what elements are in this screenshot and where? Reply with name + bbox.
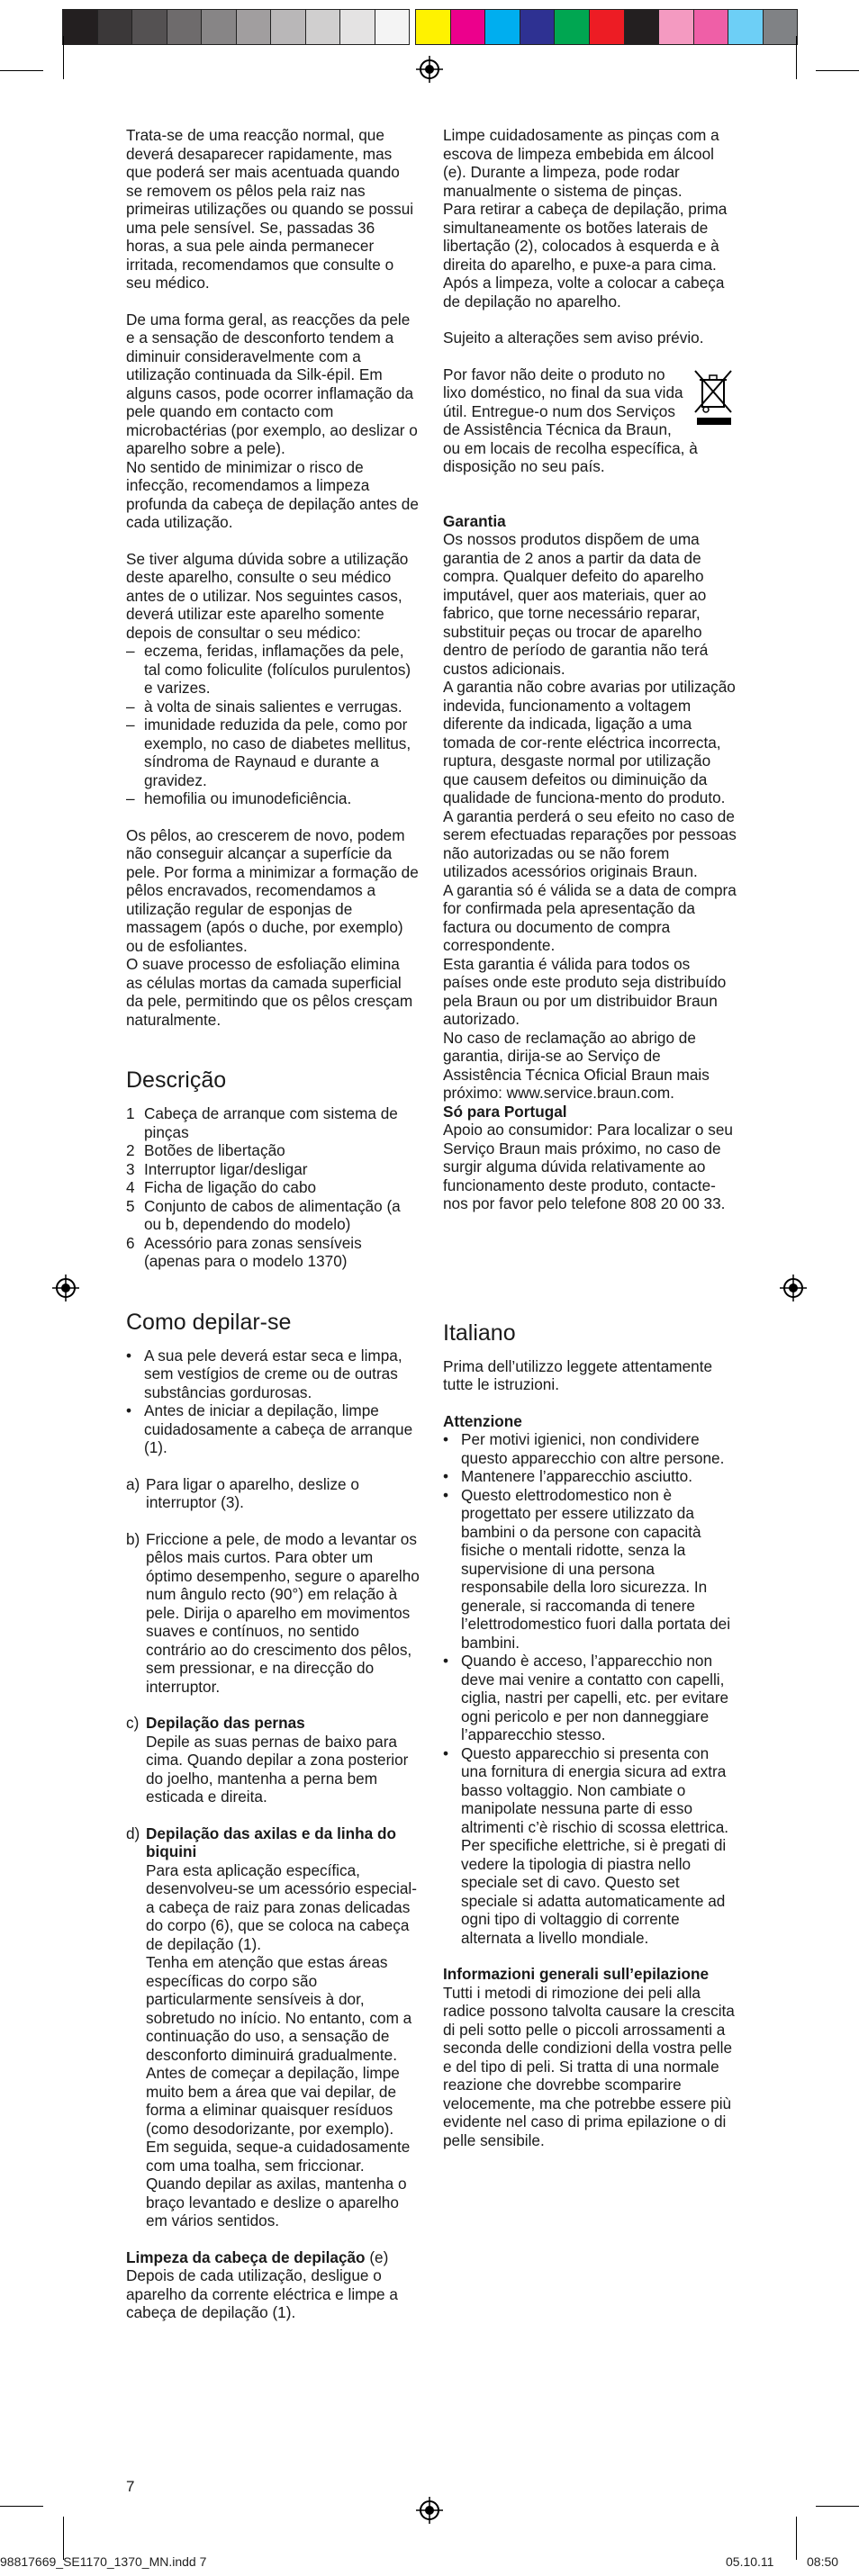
preparation-list [126, 1347, 420, 1457]
list-item: • A sua pele deverá estar seca e limpa, sem vestígios de creme ou de outras substâncias gordurosas. [126, 1347, 420, 1402]
registration-mark-top [416, 56, 443, 83]
step-text: Para esta aplicação específica, desenvolveu-se um acessório especial-a cabeça de raiz para zonas delicadas do corpo (6), que se coloca na cabeça de depilação (1). [146, 1860, 417, 1953]
crop-mark [816, 70, 859, 71]
paragraph: A garantia só é válida se a data de compra for confirmada pela apresentação da factura ou documento de compra correspondente. [443, 880, 737, 954]
registration-mark-bottom [416, 2497, 443, 2524]
list-item: – hemofilia ou imunodeficiência. [126, 789, 420, 808]
paragraph: Para retirar a cabeça de depilação, prima simultaneamente os botões laterais de libertação (2), colocados à esquerda e à direita do aparelho, e puxe-a para cima. Após a limpeza, volte a colocar a cabeça de depilação no aparelho. [443, 200, 728, 311]
step-label: d) [126, 1824, 140, 1842]
color-swatch [554, 9, 590, 45]
color-swatch [62, 9, 98, 45]
step-text: Quando depilar as axilas, mantenha o braço levantado e deslize o aparelho em vários sentidos. [146, 2175, 407, 2229]
step-b [126, 1530, 420, 1697]
section-heading-depilar: Como depilar-se [126, 1309, 292, 1335]
crop-mark [63, 2517, 64, 2560]
paragraph: Os nossos produtos dispõem de uma garantia de 2 anos a partir da data de compra. Qualquer defeito do aparelho imputável, quer aos materiais, quer ao fabrico, que torne necessário reparar, substituir peças ou trocar de aparelho dentro de período de garantia não terá custos adicionais. [443, 530, 709, 678]
color-swatch [728, 9, 764, 45]
paragraph: De uma forma geral, as reacções da pele e a sensação de desconforto tendem a diminuir consideravelmente com a utilização continuada da Silk-épil. Em alguns casos, pode ocorrer inflamação da pele quando em contacto com microbactérias (por exemplo, ao deslizar o aparelho sobre a pele). [126, 310, 418, 457]
subheading-suffix: (e) [365, 2247, 389, 2266]
section-heading-descricao: Descrição [126, 1067, 227, 1093]
step-label: c) [126, 1714, 140, 1732]
color-swatch [658, 9, 694, 45]
paragraph: No sentido de minimizar o risco de infecção, recomendamos a limpeza profunda da cabeça de depilação antes de cada utilização. [126, 457, 419, 531]
item-number: 1 [126, 1104, 135, 1122]
paragraph: Apoio ao consumidor: Para localizar o seu Serviço Braun mais próximo, no caso de surgir alguma dúvida relativamente ao funcionamento deste produto, contacte-nos por favor pelo telefone 808 20 00 33. [443, 1121, 733, 1212]
color-swatch [131, 9, 167, 45]
list-item: • Per motivi igienici, non condividere questo apparecchio con altre persone. [443, 1430, 737, 1467]
list-item: – eczema, feridas, inflamações da pele, tal como foliculite (folículos purulentos) e varizes. [126, 642, 420, 698]
step-text: Antes de começar a depilação, limpe muito bem a área que vai depilar, de forma a eliminar quaisquer resíduos (como desodorizante, por exemplo). Em seguida, seque-a cuidadosamente com uma toalha, sem friccionar. [146, 2064, 411, 2175]
step-text: Depile as suas pernas de baixo para cima. Quando depilar a zona posterior do joelho, mantenha a perna bem esticada e direita. [146, 1732, 409, 1806]
item-text: Conjunto de cabos de alimentação (a ou b, dependendo do modelo) [144, 1196, 401, 1233]
step-text: Tenha em atenção que estas áreas específicas do corpo são particularmente sensíveis à dor, sobretudo no início. No entanto, com a continuação do uso, a sensação de desconforto diminuirá gradualmente. [146, 1953, 412, 2064]
color-swatch [236, 9, 272, 45]
step-label: a) [126, 1474, 140, 1493]
conditions-list [126, 642, 420, 808]
left-column [126, 126, 420, 2340]
paragraph: Trata-se de uma reacção normal, que deverá desaparecer rapidamente, mas que poderá ser mais acentuada quando se removem os pêlos pela raiz nas primeiras utilizações ou quando se possui uma pele sensível. Se, passadas 36 horas, a sua pele ainda permanecer irritada, recomendamos que consulte o seu médico. [126, 126, 414, 292]
paragraph: Os pêlos, ao crescerem de novo, podem não conseguir alcançar a superfície da pele. Por forma a minimizar a formação de pêlos encravados, recomendamos a utilização regular de esponjas de massagem (após o duche, por exemplo) ou de esfoliantes. [126, 825, 419, 955]
list-item [126, 1160, 420, 1179]
description-list [126, 1104, 420, 1271]
crossed-out-bin-icon [692, 367, 737, 427]
list-item [126, 1197, 420, 1234]
list-item [126, 1178, 420, 1197]
list-item: • Antes de iniciar a depilação, limpe cuidadosamente a cabeça de arranque (1). [126, 1401, 420, 1457]
list-item: – imunidade reduzida da pele, como por exemplo, no caso de diabetes mellitus, síndroma de Raynaud e durante a gravidez. [126, 716, 420, 789]
registration-mark-right [780, 1274, 807, 1302]
paragraph: No caso de reclamação ao abrigo de garantia, dirija-se ao Serviço de Assistência Técnica Oficial Braun mais próximo: www.service.braun.com. [443, 1028, 710, 1102]
list-item: • Quando è acceso, l’apparecchio non deve mai venire a contatto con capelli, ciglia, nastri per capelli, etc. per evitare ogni pericolo e per non danneggiare l’apparecchio stesso. [443, 1652, 737, 1744]
crop-mark [0, 2506, 43, 2507]
paragraph: Prima dell’utilizzo leggete attentamente tutte le istruzioni. [443, 1356, 713, 1393]
color-swatch [305, 9, 341, 45]
step-d [126, 1824, 420, 2230]
item-text: Acessório para zonas sensíveis (apenas para o modelo 1370) [144, 1233, 362, 1270]
item-number: 6 [126, 1233, 135, 1252]
section-heading-italiano: Italiano [443, 1320, 516, 1346]
subheading-attenzione: Attenzione [443, 1411, 522, 1430]
crop-mark [63, 36, 64, 79]
footer-time: 08:50 [807, 2554, 839, 2569]
list-item: – à volta de sinais salientes e verrugas. [126, 698, 420, 716]
item-text: Ficha de ligação do cabo [144, 1178, 317, 1196]
crop-mark [796, 2517, 797, 2560]
step-title: Depilação das pernas [146, 1714, 305, 1732]
item-text: Interruptor ligar/desligar [144, 1159, 308, 1178]
steps-list [126, 1475, 420, 2230]
subheading: Limpeza da cabeça de depilação [126, 2247, 366, 2266]
color-swatch [763, 9, 799, 45]
disposal-paragraph [443, 365, 737, 476]
paragraph: Se tiver alguma dúvida sobre a utilização deste aparelho, consulte o seu médico antes de o utilizar. Nos seguintes casos, deverá utilizar este aparelho somente depois de consultar o seu médico: [126, 549, 409, 642]
paragraph: Esta garantia é válida para todos os países onde este produto seja distribuído pela Braun ou por um distribuidor Braun autorizado. [443, 954, 727, 1028]
step-a [126, 1475, 420, 1512]
item-text: Botões de libertação [144, 1141, 285, 1159]
page-number: 7 [126, 2478, 135, 2495]
color-calibration-bar [63, 9, 798, 45]
crop-mark [816, 2506, 859, 2507]
step-c [126, 1714, 420, 1806]
color-swatch [167, 9, 203, 45]
footer-date: 05.10.11 [726, 2554, 774, 2569]
attenzione-list [443, 1430, 737, 1947]
list-item [126, 1104, 420, 1141]
paragraph-limpeza [126, 2248, 420, 2322]
paragraph: A garantia perderá o seu efeito no caso de serem efectuadas reparações por pessoas não autorizadas ou se não forem utilizados acessórios originais Braun. [443, 806, 737, 880]
paragraph: Sujeito a alterações sem aviso prévio. [443, 329, 704, 347]
color-swatch [484, 9, 520, 45]
paragraph: A garantia não cobre avarias por utilização indevida, funcionamento a voltagem diferente da indicada, ligação a uma tomada de cor-rente eléctrica incorrecta, ruptura, desgaste normal por utilização que causem defeitos ou diminuição da qualidade de funciona-mento do produto. [443, 678, 736, 806]
color-swatch [201, 9, 237, 45]
subheading-informazioni: Informazioni generali sull’epilazione [443, 1965, 710, 1983]
color-swatch [375, 9, 411, 45]
color-swatch [97, 9, 133, 45]
step-text: Para ligar o aparelho, deslize o interruptor (3). [146, 1474, 359, 1511]
crop-mark [796, 36, 797, 79]
color-swatch [415, 9, 451, 45]
paragraph: Limpe cuidadosamente as pinças com a escova de limpeza embebida em álcool (e). Durante a limpeza, pode rodar manualmente o sistema de pinças. [443, 126, 719, 200]
list-item: • Questo apparecchio si presenta con una fornitura di energia sicura ad extra basso voltaggio. Non cambiate o manipolate nessuna parte di esso altrimenti c’è rischio di scossa elettrica. Per specifiche elettriche, si è pregati di vedere la tipologia di piastra nello speciale set di cavo. Questo set speciale si adatta automaticamente ad ogni tipo di voltaggio di corrente alternata a livello mondiale. [443, 1744, 737, 1948]
list-item [126, 1141, 420, 1160]
subheading-garantia: Garantia [443, 511, 506, 530]
crop-mark [0, 70, 43, 71]
step-text: Friccione a pele, de modo a levantar os pêlos mais curtos. Para obter um óptimo desempenho, segure o aparelho num ângulo recto (90°) em relação à pele. Dirija o aparelho em movimentos suaves e contínuos, no sentido contrário ao do crescimento dos pêlos, sem pressionar, e na direcção do interruptor. [146, 1529, 420, 1696]
color-swatch [450, 9, 486, 45]
paragraph: O suave processo de esfoliação elimina as células mortas da camada superficial da pele, permitindo que os pêlos cresçam naturalmente. [126, 955, 413, 1029]
list-item: • Questo elettrodomestico non è progettato per essere utilizzato da bambini o da persone con capacità fisiche o mentali ridotte, senza la supervisione di una persona responsabile della loro sicurezza. In generale, si raccomanda di tenere l’elettrodomestico fuori dalla portata dei bambini. [443, 1486, 737, 1653]
paragraph-text: Por favor não deite o produto no lixo doméstico, no final da sua vida útil. Entregue-o num dos Serviços de Assistência Técnica da Braun, ou em locais de recolha específica, à disposição no seu país. [443, 365, 698, 475]
paragraph: Tutti i metodi di rimozione dei peli alla radice possono talvolta causare la crescita di peli sotto pelle o piccoli arrossamenti a seconda delle condizioni della vostra pelle e del tipo di peli. Si tratta di una normale reazione che dovrebbe scomparire velocemente, ma che potrebbe essere più evidente nel caso di prima epilazione o di pelle sensibile. [443, 1983, 735, 2149]
color-swatch [589, 9, 625, 45]
color-swatch [624, 9, 660, 45]
item-number: 4 [126, 1178, 135, 1196]
registration-mark-left [52, 1274, 79, 1302]
right-column [443, 126, 737, 2167]
color-swatch [270, 9, 306, 45]
subheading-portugal: Só para Portugal [443, 1102, 567, 1121]
item-text: Cabeça de arranque com sistema de pinças [144, 1104, 398, 1141]
footer-filename: 98817669_SE1170_1370_MN.indd 7 [0, 2554, 207, 2569]
step-title: Depilação das axilas e da linha do biquini [146, 1824, 396, 1860]
color-swatch [693, 9, 729, 45]
item-number: 5 [126, 1196, 135, 1215]
step-label: b) [126, 1529, 140, 1548]
paragraph-text: Depois de cada utilização, desligue o aparelho da corrente eléctrica e limpe a cabeça de depilação (1). [126, 2266, 398, 2321]
item-number: 2 [126, 1141, 135, 1159]
list-item [126, 1234, 420, 1271]
item-number: 3 [126, 1159, 135, 1178]
color-swatch [339, 9, 375, 45]
color-swatch [520, 9, 556, 45]
list-item: • Mantenere l’apparecchio asciutto. [443, 1467, 737, 1486]
